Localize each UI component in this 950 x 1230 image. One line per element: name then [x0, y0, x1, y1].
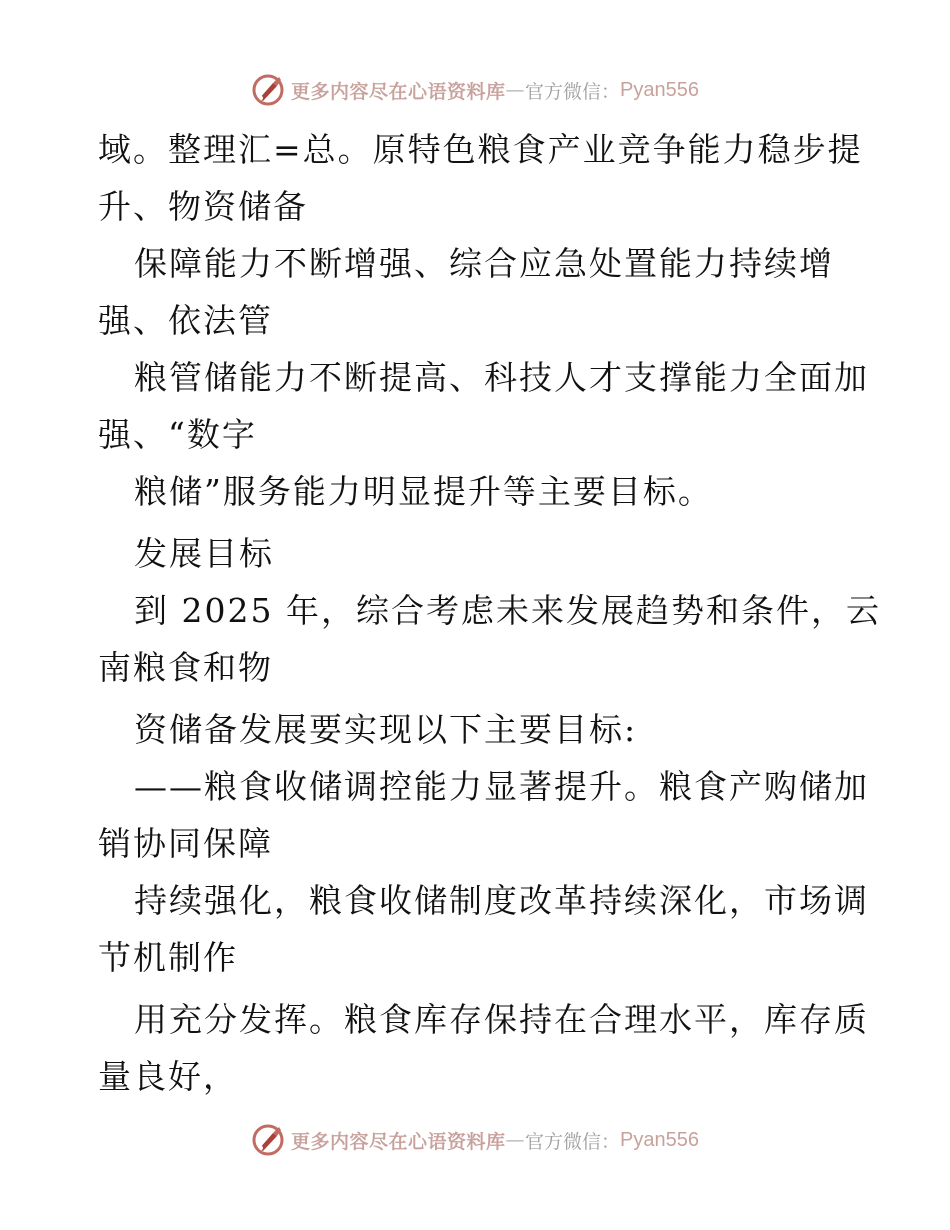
watermark-text: 更多内容尽在心语资料库	[291, 1130, 506, 1153]
quill-pen-logo-icon	[251, 1123, 285, 1157]
paragraph-line: 资储备发展要实现以下主要目标:	[134, 710, 638, 749]
paragraph-line: 南粮食和物	[98, 648, 273, 687]
watermark-dash: —	[505, 1129, 526, 1151]
paragraph-line: 域。整理汇=总。原特色粮食产业竞争能力稳步提	[98, 130, 863, 169]
paragraph-line: 粮储”服务能力明显提升等主要目标。	[134, 472, 713, 511]
paragraph-line: 粮管储能力不断提高、科技人才支撑能力全面加	[134, 358, 869, 397]
section-heading: 发展目标	[134, 534, 274, 573]
paragraph-line: 保障能力不断增强、综合应急处置能力持续增	[134, 244, 834, 283]
quill-pen-logo-icon	[251, 73, 285, 107]
watermark-label: 官方微信：	[525, 80, 621, 103]
watermark-banner-bottom	[0, 1120, 950, 1160]
watermark-id: Pyan556	[620, 1128, 699, 1151]
paragraph-line: 销协同保障	[98, 824, 273, 863]
paragraph-line: 节机制作	[98, 938, 238, 977]
watermark-label: 官方微信：	[525, 1130, 621, 1153]
paragraph-line: 升、物资储备	[98, 187, 308, 226]
paragraph-line: 量良好，	[98, 1057, 238, 1096]
watermark-text: 更多内容尽在心语资料库	[291, 80, 506, 103]
watermark-dash: —	[505, 79, 526, 101]
paragraph-line: 持续强化，粮食收储制度改革持续深化，市场调	[134, 881, 869, 920]
paragraph-line: 用充分发挥。粮食库存保持在合理水平，库存质	[134, 1000, 869, 1039]
paragraph-line: 强、依法管	[98, 301, 273, 340]
paragraph-line: 到 2025 年，综合考虑未来发展趋势和条件，云	[134, 591, 881, 630]
paragraph-line: ——粮食收储调控能力显著提升。粮食产购储加	[134, 767, 869, 806]
paragraph-line: 强、“数字	[98, 415, 257, 454]
watermark-id: Pyan556	[620, 78, 699, 101]
watermark-banner-top	[0, 70, 950, 110]
